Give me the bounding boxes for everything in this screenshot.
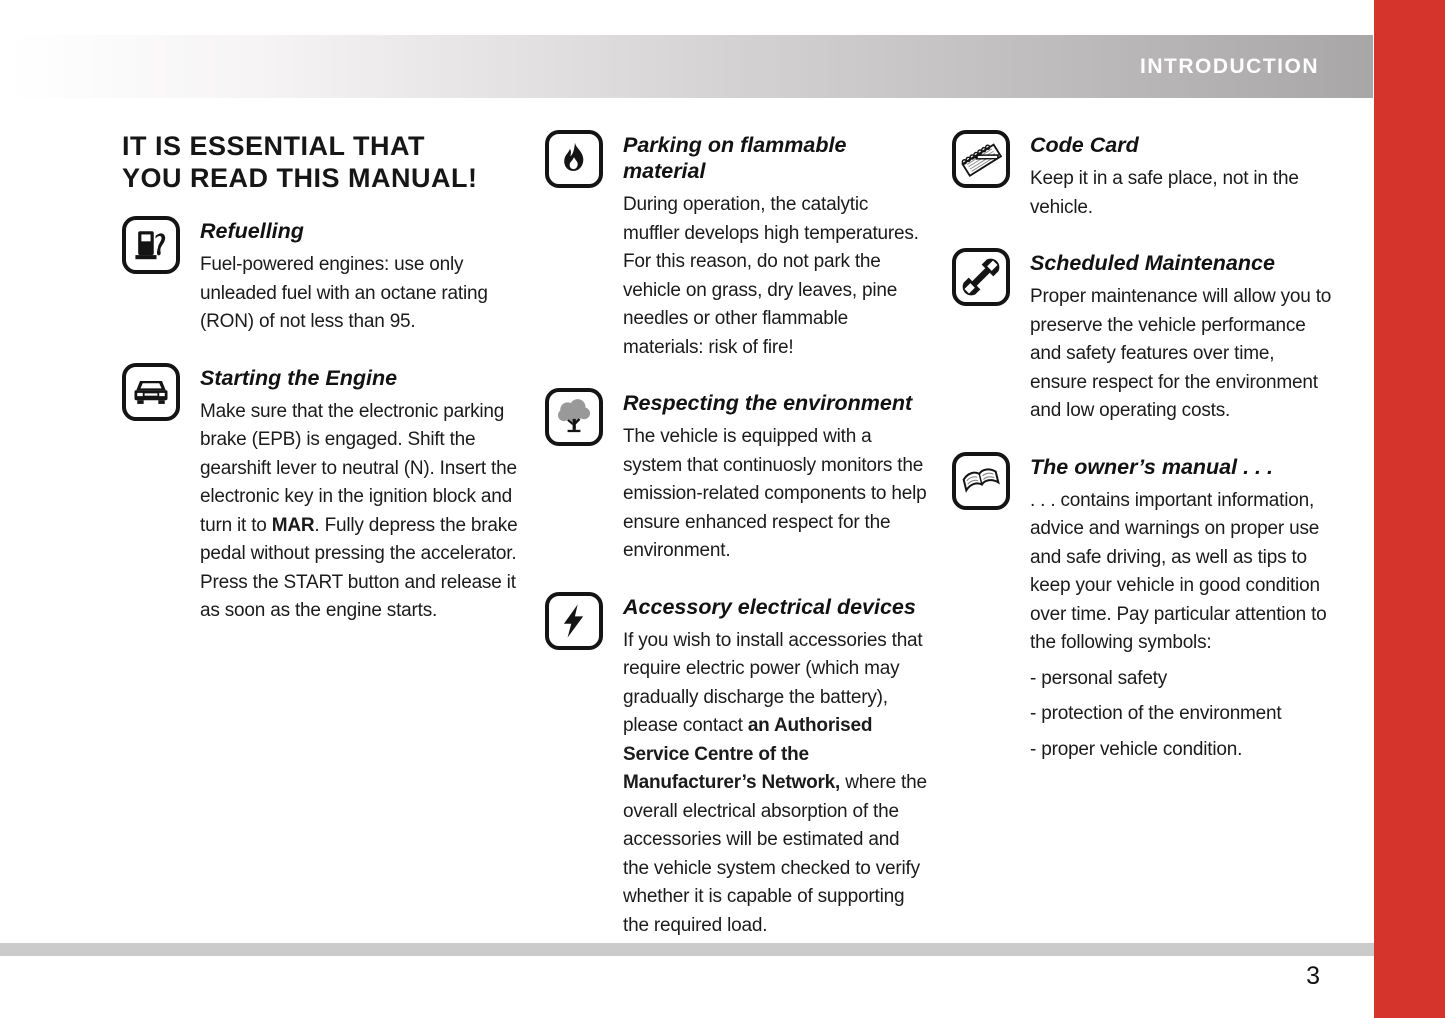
section-body: The vehicle is equipped with a system that continuosly monitors the emission-related components to help ensure enhanced respect for the environment. [623, 426, 927, 561]
section-heading: The owner’s manual . . . [1030, 454, 1273, 479]
main-title-line1: IT IS ESSENTIAL THAT [122, 131, 426, 161]
red-edge-strip [1374, 0, 1445, 1018]
page-title: INTRODUCTION [1140, 54, 1319, 78]
column-1 [122, 130, 522, 652]
bullet-vehicle-condition: - proper vehicle condition. [1030, 738, 1243, 760]
section-starting-engine [122, 363, 522, 626]
open-book-icon [952, 452, 1010, 510]
section-scheduled-maintenance [952, 248, 1334, 426]
wrench-icon [952, 248, 1010, 306]
section-heading: Refuelling [200, 219, 304, 243]
section-body: Make sure that the electronic parking brake (EPB) is engaged. Shift the gearshift lever to neutral (N). Insert the electronic key in the ignition block and turn it to MAR. Fully depress the brake pedal without pressing the accelerator. Press the START button and release it as soon as the engine starts. [200, 400, 518, 621]
flame-icon [545, 130, 603, 188]
fuel-pump-icon [122, 216, 180, 274]
page-number: 3 [1306, 962, 1320, 990]
column-2 [545, 130, 927, 966]
bullet-personal-safety: - personal safety [1030, 667, 1168, 689]
section-owners-manual [952, 452, 1334, 765]
section-heading: Code Card [1030, 133, 1139, 157]
section-heading: Scheduled Maintenance [1030, 251, 1275, 275]
bullet-environment-protection: - protection of the environment [1030, 703, 1282, 724]
section-code-card [952, 130, 1334, 222]
section-heading: Accessory electrical devices [623, 594, 916, 619]
section-parking-flammable [545, 130, 927, 362]
section-body: . . . contains important information, advice and warnings on proper use and safe driving, as well as tips to keep your vehicle in good condition over time. Pay particular attention to the following symbols: [1030, 489, 1327, 653]
section-respecting-environment [545, 388, 927, 566]
section-body: Proper maintenance will allow you to preserve the vehicle performance and safety features over time, ensure respect for the environment and low operating costs. [1030, 286, 1332, 421]
section-body: If you wish to install accessories that require electric power (which may gradually discharge the battery), please contact an Authorised Service Centre of the Manufacturer’s Network, where the overall electrical absorption of the accessories will be estimated and the vehicle system checked to verify whether it is capable of supporting the required load. [623, 629, 927, 936]
section-body: During operation, the catalytic muffler develops high temperatures. For this reason, do not park the vehicle on grass, dry leaves, pine needles or other flammable materials: risk of fire! [623, 194, 919, 358]
car-icon [122, 363, 180, 421]
main-title [122, 130, 522, 194]
footer-rule [0, 943, 1374, 956]
section-heading: Starting the Engine [200, 365, 398, 390]
header-bar [10, 35, 1373, 98]
section-accessory-electrical [545, 592, 927, 941]
tree-icon [545, 388, 603, 446]
section-body: Fuel-powered engines: use only unleaded fuel with an octane rating (RON) of not less than 95. [200, 254, 488, 332]
section-body: Keep it in a safe place, not in the vehicle. [1030, 168, 1299, 218]
column-3 [952, 130, 1334, 790]
section-heading: Respecting the environment [623, 391, 913, 415]
main-title-line2: YOU READ THIS MANUAL! [122, 163, 478, 193]
section-refuelling [122, 216, 522, 337]
code-card-icon [952, 130, 1010, 188]
section-heading: Parking on flammable material [623, 133, 847, 183]
lightning-icon [545, 592, 603, 650]
